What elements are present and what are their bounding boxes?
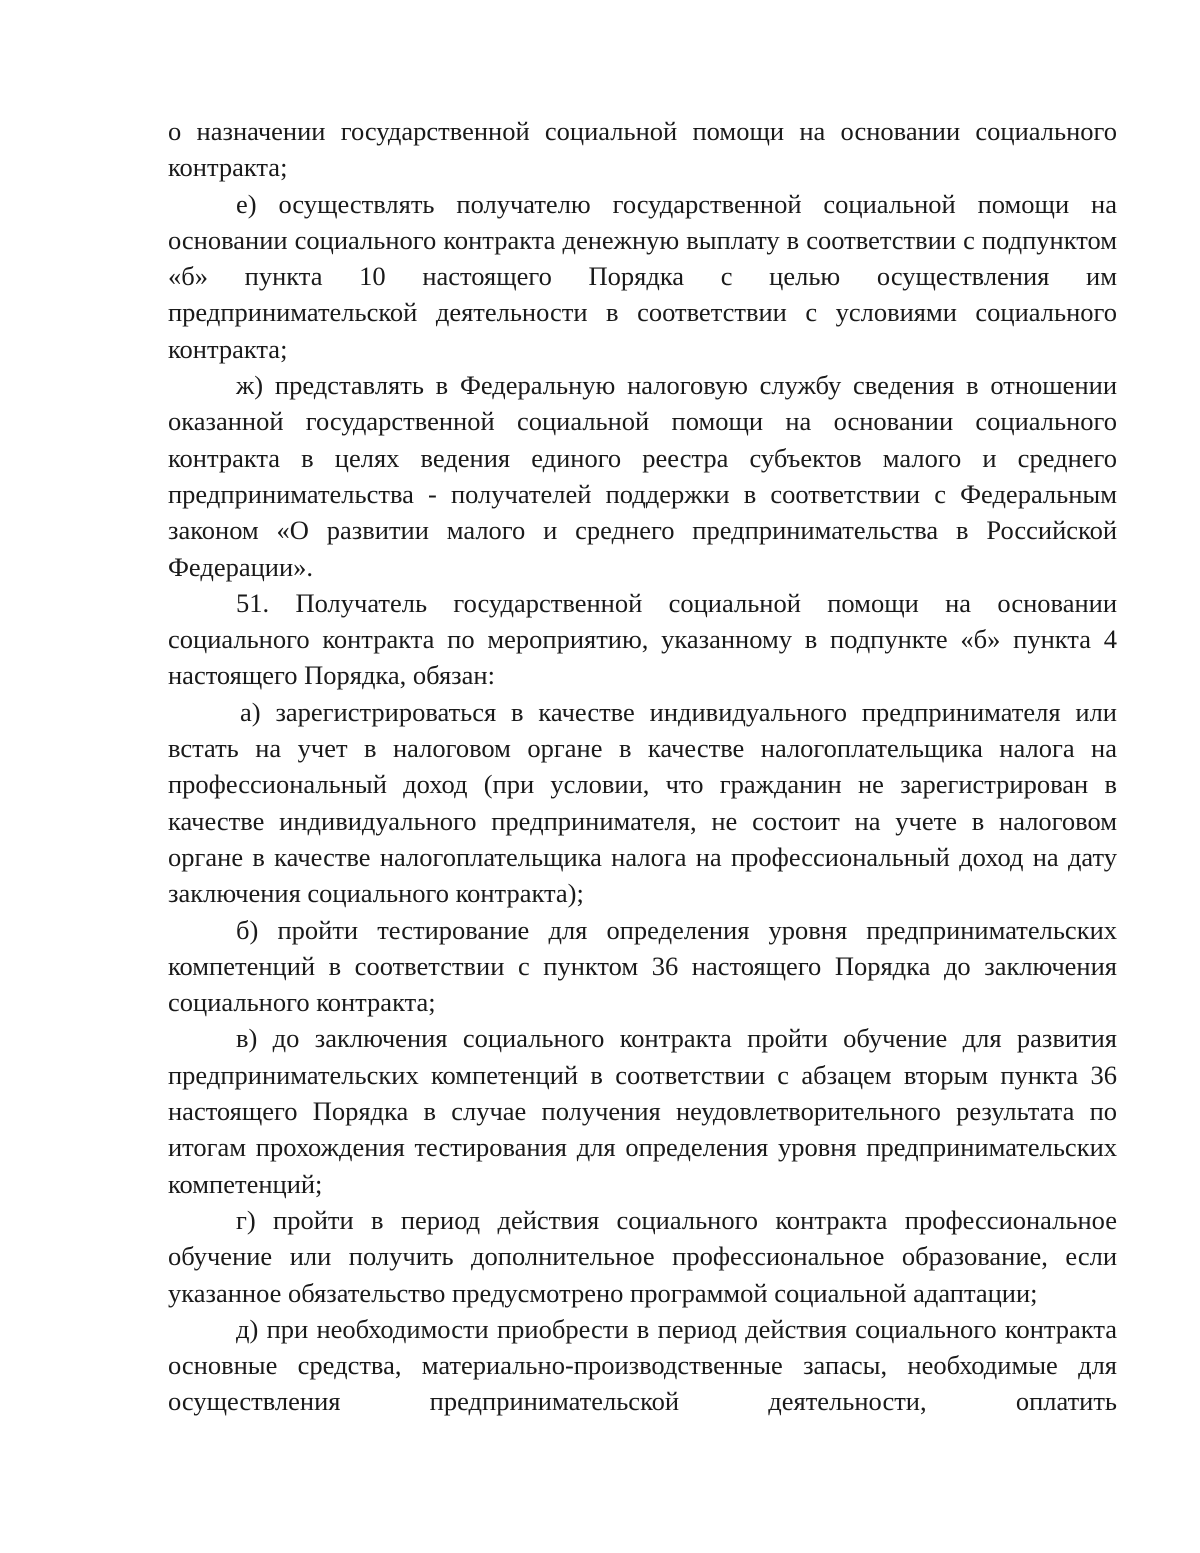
paragraph-continuation: о назначении государственной социальной помощи на основании социального контракта; <box>168 116 1117 183</box>
paragraph-item-b: б) пройти тестирование для определения уровня предпринимательских компетенций в соответствии с пунктом 36 настоящего Порядка до заключения социального контракта; <box>168 914 1117 1018</box>
paragraph-item-d: д) при необходимости приобрести в период действия социального контракта основные средства, материально-производственные запасы, необходимые для осуществления предпринимательской деятельности, оплатить <box>168 1313 1117 1417</box>
paragraph-item-51: 51. Получатель государственной социальной помощи на основании социального контракта по мероприятию, указанному в подпункте «б» пункта 4 настоящего Порядка, обязан: <box>168 587 1117 691</box>
paragraph-item-v: в) до заключения социального контракта пройти обучение для развития предпринимательских компетенций в соответствии с абзацем вторым пункта 36 настоящего Порядка в случае получения неудовлетворительного результата по итогам прохождения тестирования для определения уровня предпринимательских компетенций; <box>168 1023 1117 1199</box>
paragraph-item-a: а) зарегистрироваться в качестве индивидуального предпринимателя или встать на учет в налоговом органе в качестве налогоплательщика налога на профессиональный доход (при условии, что гражданин не зарегистрирован в качестве индивидуального предпринимателя, не состоит на учете в налоговом органе в качестве налогоплательщика налога на профессиональный доход на дату заключения социального контракта); <box>168 696 1117 909</box>
paragraph-item-zh: ж) представлять в Федеральную налоговую службу сведения в отношении оказанной государственной социальной помощи на основании социального контракта в целях ведения единого реестра субъектов малого и среднего предпринимательства - получателей поддержки в соответствии с Федеральным законом «О развитии малого и среднего предпринимательства в Российской Федерации». <box>168 370 1117 582</box>
paragraph-item-g: г) пройти в период действия социального контракта профессиональное обучение или получить дополнительное профессиональное образование, если указанное обязательство предусмотрено программой социальной адаптации; <box>168 1204 1117 1308</box>
paragraph-item-e: е) осуществлять получателю государственной социальной помощи на основании социального контракта денежную выплату в соответствии с подпунктом «б» пункта 10 настоящего Порядка с целью осуществления им предпринимательской деятельности в соответствии с условиями социального контракта; <box>168 188 1117 364</box>
document-body <box>168 113 1117 1420</box>
